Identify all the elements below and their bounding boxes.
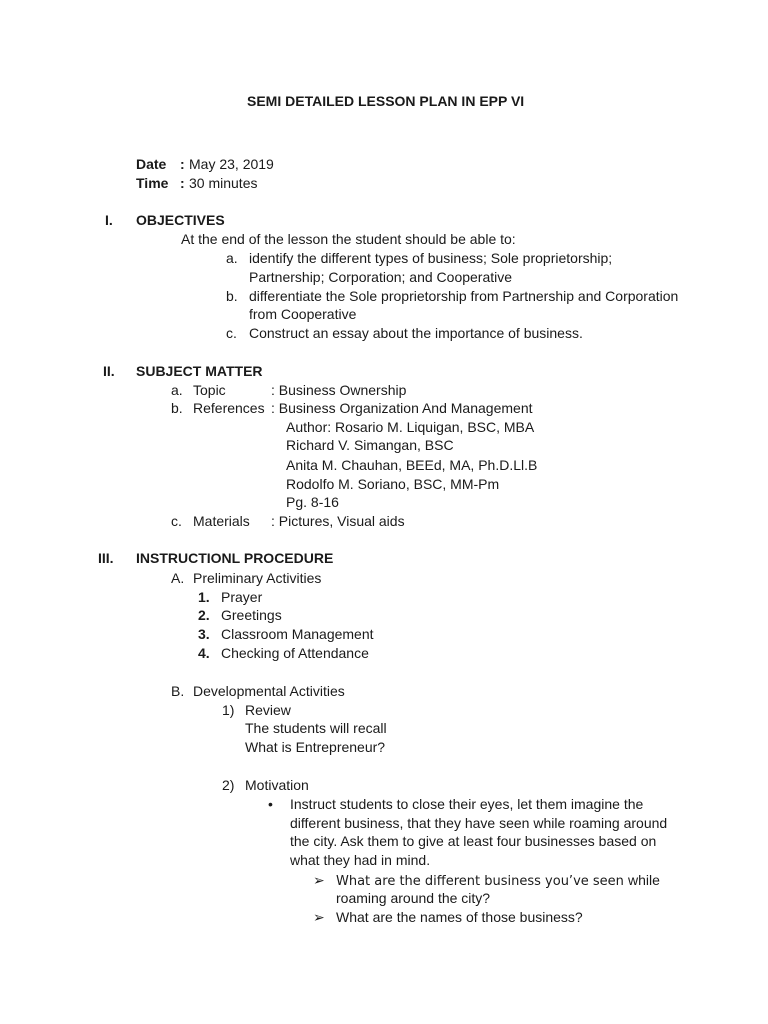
- objectives-intro: At the end of the lesson the student should be able to:: [181, 231, 516, 247]
- bullet-icon: •: [268, 796, 273, 812]
- objective-line: Construct an essay about the importance of business.: [249, 325, 583, 341]
- references-marker: b.: [171, 400, 183, 416]
- section2-numeral: II.: [103, 363, 115, 379]
- section2-heading: SUBJECT MATTER: [136, 363, 263, 379]
- question-line: [336, 872, 660, 890]
- reference-line: Richard V. Simangan, BSC: [286, 437, 454, 453]
- arrow-bullet-icon: ➢: [313, 909, 325, 925]
- references-label: References: [193, 400, 265, 416]
- arrow-bullet-icon: ➢: [313, 872, 325, 888]
- question-line: roaming around the city?: [336, 890, 491, 906]
- preliminary-number: 4.: [198, 645, 210, 661]
- section1-numeral: I.: [105, 212, 113, 228]
- reference-line: Anita M. Chauhan, BEEd, MA, Ph.D.Ll.B: [286, 457, 538, 473]
- review-line: The students will recall: [245, 720, 387, 736]
- review-heading: Review: [245, 702, 291, 718]
- motivation-text-line: the city. Ask them to give at least four businesses based on: [290, 833, 657, 849]
- reference-line: Author: Rosario M. Liquigan, BSC, MBA: [286, 419, 535, 435]
- preliminary-marker: A.: [171, 570, 185, 586]
- review-line: What is Entrepreneur?: [245, 739, 386, 755]
- objective-line: Partnership; Corporation; and Cooperative: [249, 269, 513, 285]
- materials-label: Materials: [193, 513, 250, 529]
- motivation-marker: 2): [222, 777, 235, 793]
- materials-value: : Pictures, Visual aids: [271, 513, 405, 529]
- time-value: 30 minutes: [189, 175, 258, 191]
- motivation-text-line: what they had in mind.: [290, 852, 431, 868]
- developmental-heading: Developmental Activities: [193, 683, 345, 699]
- question-text: What are the different business you’ve seen: [336, 874, 629, 889]
- developmental-marker: B.: [171, 683, 185, 699]
- page-title: SEMI DETAILED LESSON PLAN IN EPP VI: [247, 93, 525, 109]
- time-separator: :: [180, 175, 185, 191]
- materials-marker: c.: [171, 513, 182, 529]
- preliminary-item: Greetings: [221, 607, 282, 623]
- motivation-text-line: Instruct students to close their eyes, let them imagine the: [290, 796, 644, 812]
- preliminary-number: 1.: [198, 589, 210, 605]
- motivation-heading: Motivation: [245, 777, 309, 793]
- date-value: May 23, 2019: [189, 156, 274, 172]
- topic-value: : Business Ownership: [271, 382, 407, 398]
- objective-marker: b.: [226, 288, 238, 304]
- topic-label: Topic: [193, 382, 226, 398]
- preliminary-item: Classroom Management: [221, 626, 374, 642]
- question-line: What are the names of those business?: [336, 909, 583, 925]
- objective-marker: a.: [226, 250, 238, 266]
- preliminary-number: 2.: [198, 607, 210, 623]
- objective-line: differentiate the Sole proprietorship from Partnership and Corporation: [249, 288, 679, 304]
- references-value: : Business Organization And Management: [271, 400, 533, 416]
- date-separator: :: [180, 156, 185, 172]
- time-label: Time: [136, 175, 169, 191]
- date-label: Date: [136, 156, 167, 172]
- preliminary-number: 3.: [198, 626, 210, 642]
- preliminary-item: Checking of Attendance: [221, 645, 369, 661]
- preliminary-heading: Preliminary Activities: [193, 570, 322, 586]
- review-marker: 1): [222, 702, 235, 718]
- section1-heading: OBJECTIVES: [136, 212, 225, 228]
- objective-line: identify the different types of business; Sole proprietorship;: [249, 250, 613, 266]
- objective-line: from Cooperative: [249, 306, 357, 322]
- objective-marker: c.: [226, 325, 237, 341]
- question-text: while: [628, 872, 660, 888]
- motivation-text-line: different business, that they have seen while roaming around: [290, 815, 668, 831]
- section3-heading: INSTRUCTIONL PROCEDURE: [136, 550, 334, 566]
- section3-numeral: III.: [98, 550, 114, 566]
- topic-marker: a.: [171, 382, 183, 398]
- preliminary-item: Prayer: [221, 589, 263, 605]
- reference-line: Rodolfo M. Soriano, BSC, MM-Pm: [286, 476, 500, 492]
- reference-line: Pg. 8-16: [286, 494, 339, 510]
